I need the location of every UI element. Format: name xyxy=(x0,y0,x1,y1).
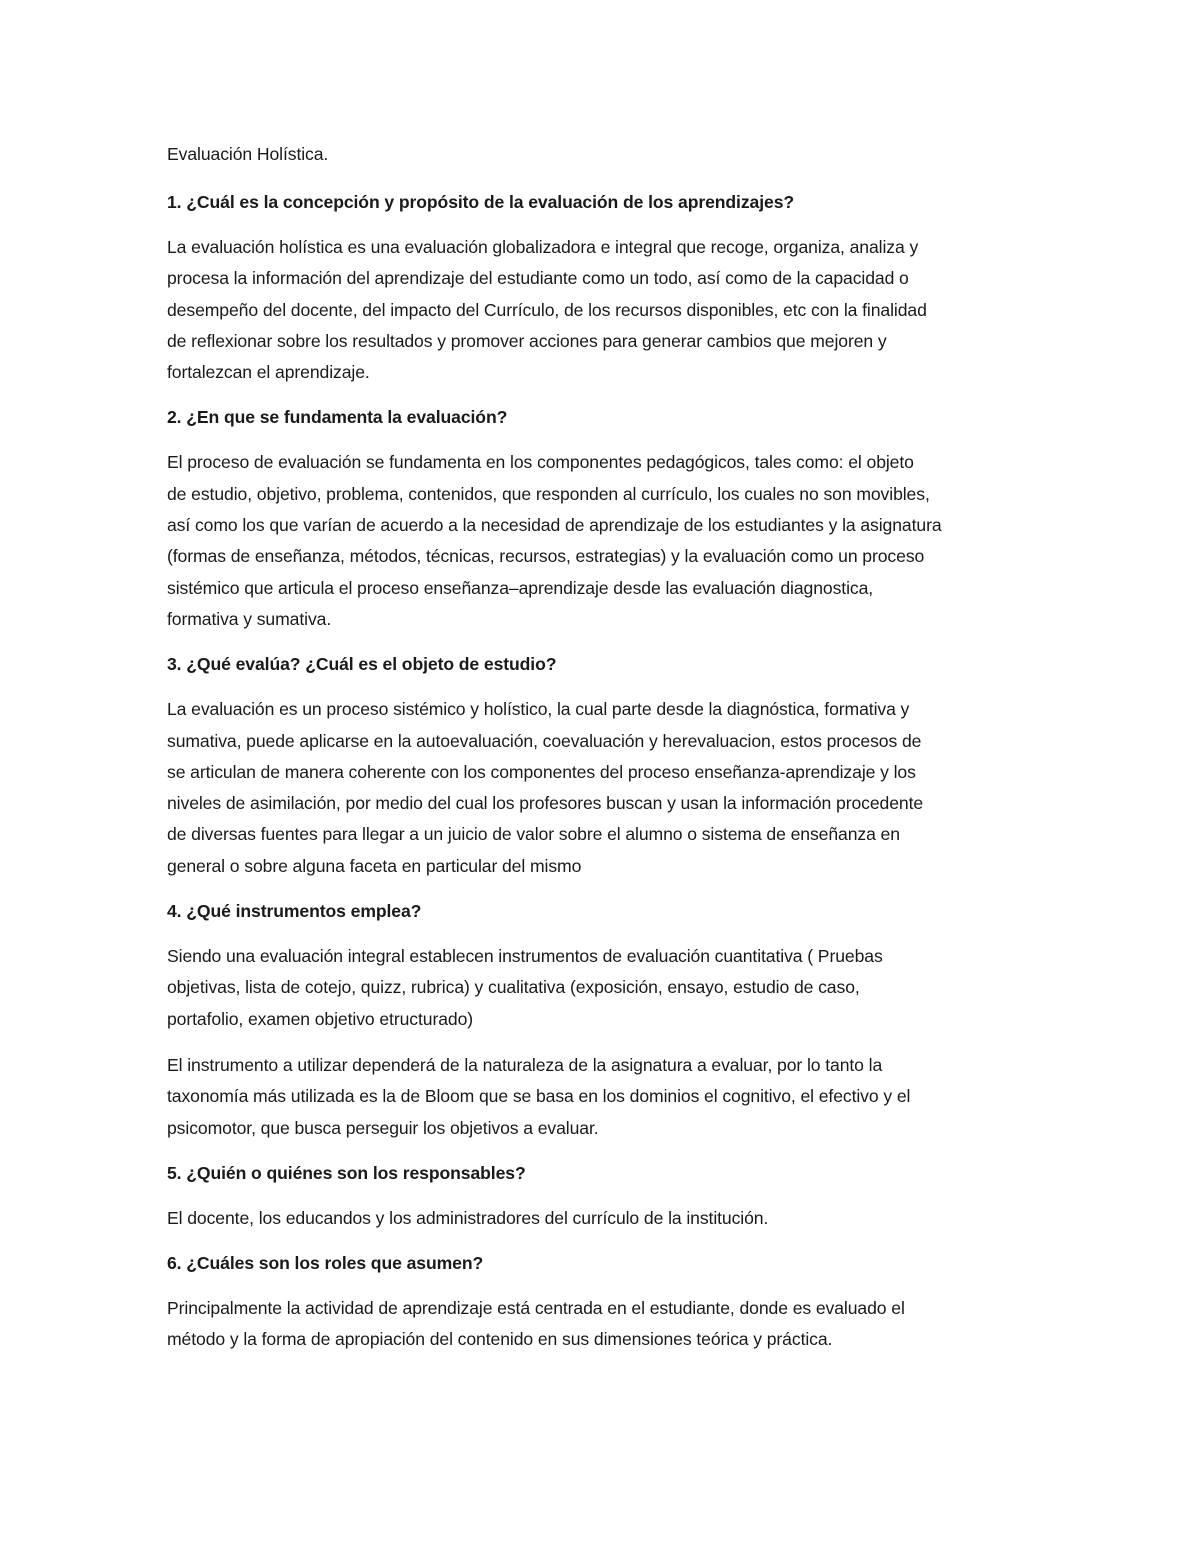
paragraph-line: formativa y sumativa. xyxy=(167,608,332,629)
paragraph-line: método y la forma de apropiación del contenido en sus dimensiones teórica y práctica. xyxy=(167,1329,833,1350)
paragraph-line: portafolio, examen objetivo etructurado) xyxy=(167,1008,474,1029)
document-title: Evaluación Holística. xyxy=(167,144,329,164)
paragraph-line: niveles de asimilación, por medio del cual los profesores buscan y usan la información procedente xyxy=(167,793,924,814)
paragraph-line: así como los que varían de acuerdo a la necesidad de aprendizaje de los estudiantes y la asignatura xyxy=(167,515,942,536)
section-question-2: 2. ¿En que se fundamenta la evaluación? xyxy=(167,407,508,428)
paragraph-line: La evaluación es un proceso sistémico y holístico, la cual parte desde la diagnóstica, formativa y xyxy=(167,699,910,720)
paragraph-line: se articulan de manera coherente con los componentes del proceso enseñanza-aprendizaje y los xyxy=(167,761,916,782)
section-4-paragraph-2 xyxy=(167,1050,1047,1144)
paragraph-line: objetivas, lista de cotejo, quizz, rubrica) y cualitativa (exposición, ensayo, estudio de caso, xyxy=(167,977,860,998)
paragraph-line: taxonomía más utilizada es la de Bloom que se basa en los dominios el cognitivo, el efectivo y el xyxy=(167,1086,911,1107)
paragraph-line: psicomotor, que busca perseguir los objetivos a evaluar. xyxy=(167,1117,599,1138)
section-question-6: 6. ¿Cuáles son los roles que asumen? xyxy=(167,1253,484,1274)
paragraph-line: sumativa, puede aplicarse en la autoevaluación, coevaluación y herevaluacion, estos procesos de xyxy=(167,730,922,751)
section-3-paragraph-1 xyxy=(167,694,1047,882)
section-5-paragraph-1 xyxy=(167,1203,1047,1234)
paragraph-line: de diversas fuentes para llegar a un juicio de valor sobre el alumno o sistema de enseñanza en xyxy=(167,824,900,845)
section-question-3: 3. ¿Qué evalúa? ¿Cuál es el objeto de estudio? xyxy=(167,654,557,675)
section-6-paragraph-1 xyxy=(167,1293,1047,1356)
paragraph-line: desempeño del docente, del impacto del Currículo, de los recursos disponibles, etc con la finalidad xyxy=(167,299,927,320)
paragraph-line: El instrumento a utilizar dependerá de la naturaleza de la asignatura a evaluar, por lo tanto la xyxy=(167,1054,883,1075)
paragraph-line: de estudio, objetivo, problema, contenidos, que responden al currículo, los cuales no son movibles, xyxy=(167,483,930,504)
paragraph-line: Principalmente la actividad de aprendizaje está centrada en el estudiante, donde es evaluado el xyxy=(167,1298,905,1319)
paragraph-line: El proceso de evaluación se fundamenta en los componentes pedagógicos, tales como: el objeto xyxy=(167,452,914,473)
paragraph-line: La evaluación holística es una evaluación globalizadora e integral que recoge, organiza, analiza y xyxy=(167,237,919,257)
paragraph-line: (formas de enseñanza, métodos, técnicas, recursos, estrategias) y la evaluación como un proceso xyxy=(167,546,925,567)
section-4-paragraph-1 xyxy=(167,941,1047,1035)
paragraph-line: sistémico que articula el proceso enseñanza–aprendizaje desde las evaluación diagnostica, xyxy=(167,577,874,598)
paragraph-line: fortalezcan el aprendizaje. xyxy=(167,362,370,383)
section-question-1: 1. ¿Cuál es la concepción y propósito de la evaluación de los aprendizajes? xyxy=(167,192,795,212)
section-1-paragraph-1 xyxy=(167,232,1047,388)
document-body xyxy=(167,140,1047,1371)
paragraph-line: procesa la información del aprendizaje del estudiante como un todo, así como de la capacidad o xyxy=(167,268,909,289)
section-2-paragraph-1 xyxy=(167,447,1047,635)
paragraph-line: general o sobre alguna faceta en particular del mismo xyxy=(167,855,582,876)
paragraph-line: de reflexionar sobre los resultados y promover acciones para generar cambios que mejoren y xyxy=(167,330,887,351)
paragraph-line: Siendo una evaluación integral establecen instrumentos de evaluación cuantitativa ( Pruebas xyxy=(167,946,883,967)
section-question-4: 4. ¿Qué instrumentos emplea? xyxy=(167,901,422,922)
section-question-5: 5. ¿Quién o quiénes son los responsables? xyxy=(167,1162,526,1183)
paragraph-line: El docente, los educandos y los administradores del currículo de la institución. xyxy=(167,1207,769,1228)
